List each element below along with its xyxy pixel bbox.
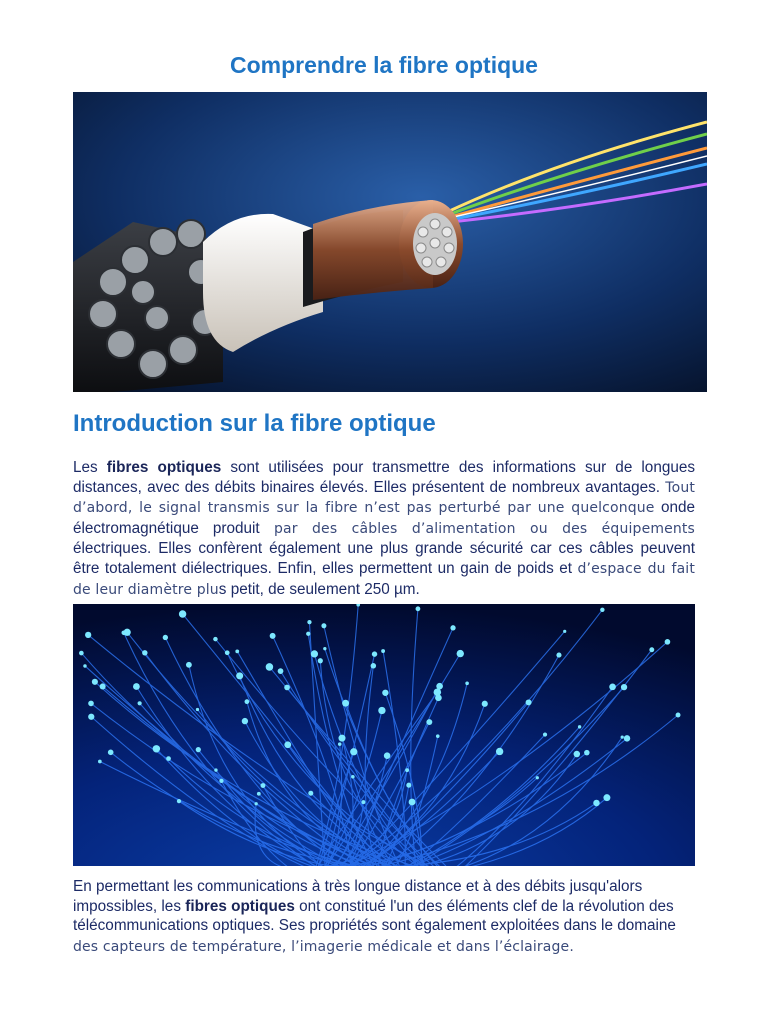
fiber-strands-image <box>73 604 695 866</box>
closing-paragraph: En permettant les communications à très longue distance et à des débits jusqu'alors impossibles, les fibres optiques ont constitué l'un des éléments clef de la révolution des télécommunications optiques. Ses propriétés sont également exploitées dans le domaine des capteurs de température, l’imagerie médicale et dans l’éclairage. <box>73 878 676 955</box>
fiber-optic-cable-image <box>73 92 707 392</box>
page-title: Comprendre la fibre optique <box>230 52 538 78</box>
section-heading: Introduction sur la fibre optique <box>73 410 436 437</box>
intro-paragraph: Les fibres optiques sont utilisées pour transmettre des informations sur de longues distances, avec des débits binaires élevés. Elles présentent de nombreux avantages. Tout d’abord, le signal transmis sur la fibre n’est pas perturbé par une quelconque onde électromagnétique produit par des câbles d’alimentation ou des équipements électriques. Elles confèrent également une plus grande sécurité car ces câbles peuvent être totalement diélectriques. Enfin, elles permettent un gain de poids et d’espace du fait de leur diamètre plus petit, de seulement 250 µm. <box>73 459 695 598</box>
